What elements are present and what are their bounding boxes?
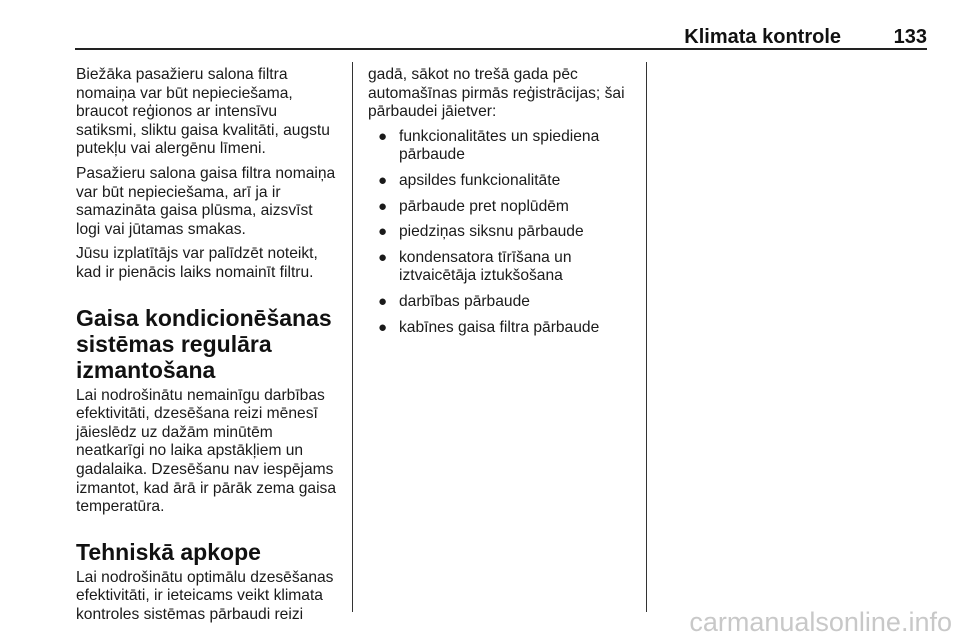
bullet-icon: ● [378,197,388,215]
list-item-text: kabīnes gaisa filtra pārbaude [399,318,600,336]
header-rule [75,48,927,50]
list-item [368,223,640,242]
bullet-icon: ● [378,248,388,266]
bullet-icon: ● [378,318,388,336]
paragraph: Lai nodrošinātu nemainīgu darbības efektivitāti, dzesēšana reizi mēnesī jāieslēdz uz dažām minūtēm neatkarīgi no laika apstākļiem un gadalaika. Dzesēšanu nav iespējams izmantot, kad ārā ir pārāk zema gaisa temperatūra. [76,386,337,516]
paragraph: Biežāka pasažieru salona filtra nomaiņa var būt nepieciešama, braucot reģionos ar intensīvu satiksmi, sliktu gaisa kvalitāti, augstu putekļu vai alergēnu līmeni. [76,66,330,158]
left-column [76,66,342,630]
list-item-text: apsildes funkcionalitāte [399,171,561,189]
list-item [368,319,640,338]
list-item-text: kondensatora tīrīšana un iztvaicētāja iztukšošana [399,248,572,285]
list-item [368,172,640,191]
list-item-text: funkcionalitātes un spiediena pārbaude [399,127,600,164]
column-divider [646,62,647,612]
page-number: 133 [893,26,927,48]
column-divider [352,62,353,612]
paragraph: gadā, sākot no trešā gada pēc automašīnas pirmās reģistrācijas; šai pārbaudei jāietver: [368,66,625,121]
bullet-icon: ● [378,292,388,310]
list-item [368,293,640,312]
bullet-icon: ● [378,127,388,145]
page-header [75,22,927,50]
bullet-icon: ● [378,223,388,241]
section-heading: Tehniskā apkope [76,538,261,565]
list-item [368,249,640,286]
paragraph: Lai nodrošinātu optimālu dzesēšanas efektivitāti, ir ieteicams veikt klimata kontroles sistēmas pārbaudi reizi [76,568,334,623]
right-column [368,66,640,344]
checklist [368,128,640,337]
list-item-text: darbības pārbaude [399,292,530,310]
section-title: Klimata kontrole [684,26,841,48]
paragraph: Jūsu izplatītājs var palīdzēt noteikt, kad ir pienācis laiks nomainīt filtru. [76,245,318,281]
list-item-text: pārbaude pret noplūdēm [399,197,569,215]
list-item [368,128,640,165]
list-item-text: piedziņas siksnu pārbaude [399,223,584,241]
section-heading: Gaisa kondicionēšanas sistēmas regulāra izmantošana [76,304,332,383]
paragraph: Pasažieru salona gaisa filtra nomaiņa var būt nepieciešama, arī ja ir samazināta gaisa plūsma, aizsvīst logi vai jūtamas smakas. [76,164,336,238]
list-item [368,198,640,217]
bullet-icon: ● [378,171,388,189]
watermark: carmanualsonline.info [689,607,952,637]
